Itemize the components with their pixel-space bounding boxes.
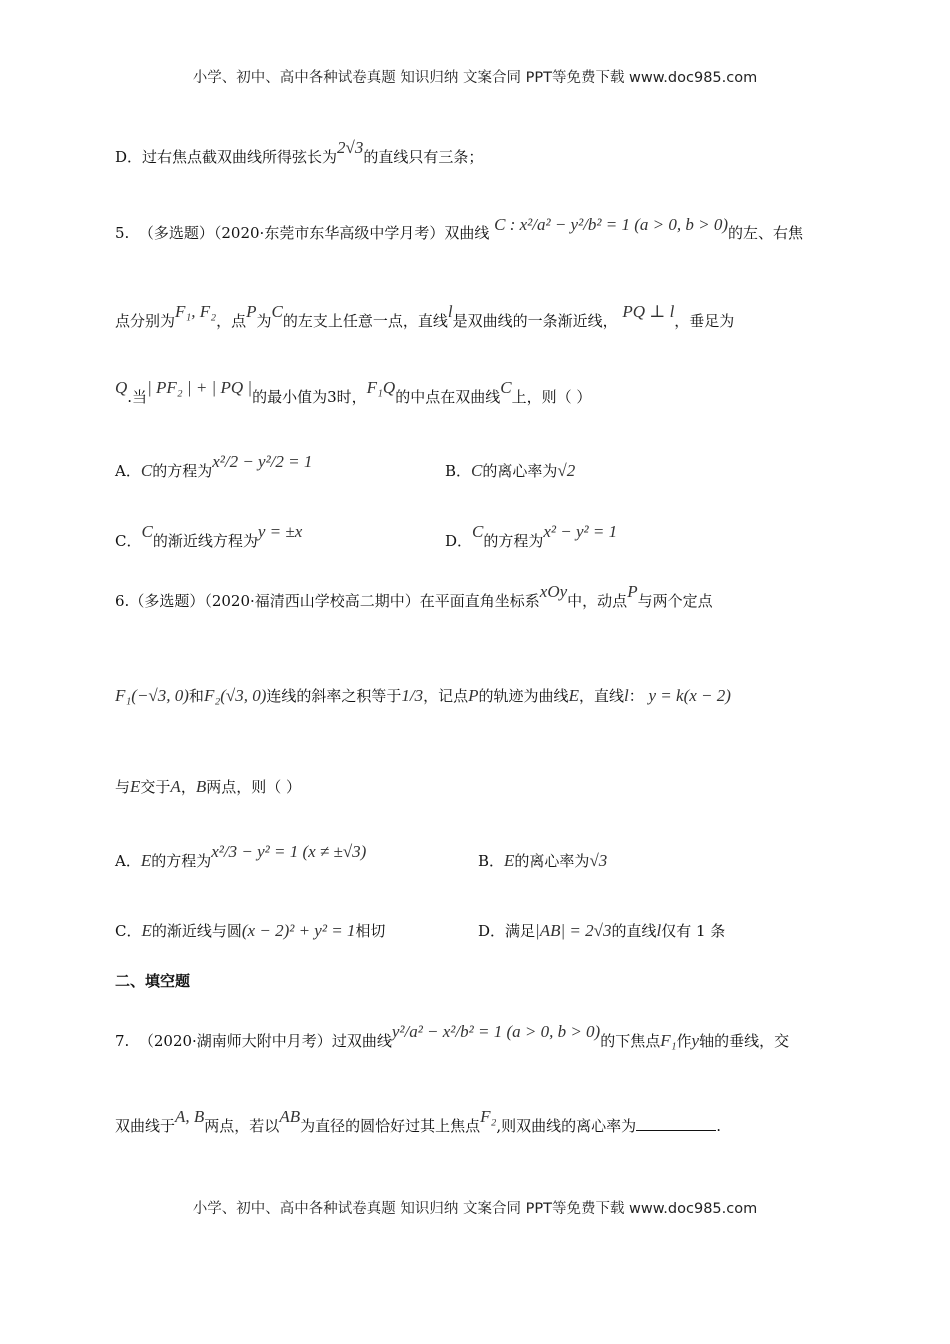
q5-option-d-c: C: [472, 522, 484, 541]
q6-point-p: P: [627, 582, 638, 601]
q7-segment: AB: [279, 1107, 301, 1126]
q5-option-b: [445, 460, 575, 481]
q6-option-a-text: 的方程为: [151, 852, 212, 870]
q6-option-d-end: 仅有 1 条: [661, 922, 726, 940]
q7-points: A, B: [175, 1107, 205, 1126]
q6-text-locus: 的轨迹为曲线: [478, 687, 569, 705]
q5-text-foci: 点分别为: [115, 312, 176, 330]
q6-option-d-label: D．满足: [478, 922, 536, 940]
q6-line2: [115, 685, 731, 707]
q6-option-a: [115, 842, 367, 871]
q5-option-c-label: C．: [115, 532, 142, 550]
q7-equation: y²/a² − x²/b² = 1 (a > 0, b > 0): [391, 1022, 601, 1041]
q5-text-mid: 的中点在双曲线: [395, 388, 501, 406]
q6-text-mark: ，记点: [423, 687, 469, 705]
q6-option-b: [478, 850, 607, 871]
q6-curve-e: E: [568, 686, 579, 705]
q6-curve-e-2: E: [130, 777, 141, 796]
q5-foci: F₁, F₂: [175, 302, 217, 321]
q6-point-a: A: [170, 777, 181, 796]
q7-intro-b: 的下焦点: [600, 1032, 661, 1050]
q6-option-d-l: l: [656, 921, 662, 940]
q7-answer-blank[interactable]: [636, 1116, 716, 1131]
q7-intro-c: 作: [676, 1032, 692, 1050]
q6-text-then: 两点，则（ ）: [206, 778, 301, 796]
q6-option-b-e: E: [504, 851, 515, 870]
q7-line1: [115, 1022, 790, 1052]
q5-expression: | PF₂ | + | PQ |: [147, 378, 253, 397]
q5-point-q: Q: [115, 378, 128, 397]
q7-number: 7.: [115, 1032, 130, 1050]
q5-text-asymptote: 是双曲线的一条渐近线，: [452, 312, 618, 330]
option-d-math: 2√3: [337, 138, 364, 157]
q5-text-then: 上，则（ ）: [511, 388, 592, 406]
q6-option-c-e: E: [141, 921, 152, 940]
q7-text-circle: 为直径的圆恰好过其上焦点: [300, 1117, 481, 1135]
q7-text-if: 两点，若以: [204, 1117, 280, 1135]
q5-option-d-math: x² − y² = 1: [543, 522, 618, 541]
q6-option-b-label: B．: [478, 852, 505, 870]
q6-text-slope: 连线的斜率之积等于: [266, 687, 402, 705]
q6-option-c-end: 相切: [355, 922, 386, 940]
q7-intro: 过双曲线: [331, 1032, 392, 1050]
q6-ratio: 1/3: [401, 686, 424, 705]
q5-option-a-label: A．: [115, 462, 141, 480]
q7-axis-y: y: [691, 1031, 700, 1050]
q5-text-branch: 的左支上任意一点，直线: [282, 312, 448, 330]
q5-option-b-text: 的离心率为: [482, 462, 558, 480]
q7-text-meet: 双曲线于: [115, 1117, 176, 1135]
q5-option-b-math: √2: [557, 461, 576, 480]
q6-option-a-label: A．: [115, 852, 141, 870]
q6-comma: ，: [180, 778, 196, 796]
q6-option-b-text: 的离心率为: [514, 852, 590, 870]
q6-text-meet: 交于: [140, 778, 171, 796]
q7-f1: F₁: [660, 1031, 677, 1050]
q7-f2: F₂: [480, 1107, 497, 1126]
q5-option-a-c: C: [140, 461, 153, 480]
q5-text-when: .当: [127, 388, 148, 406]
q5-number: 5.: [115, 224, 130, 242]
q5-option-b-label: B．: [445, 462, 472, 480]
footer-banner: 小学、初中、高中各种试卷真题 知识归纳 文案合同 PPT等免费下载 www.doc985.com: [192, 1201, 758, 1217]
q5-curve-c: C: [271, 302, 283, 321]
q5-intro: 双曲线: [444, 224, 490, 242]
q5-curve-c-2: C: [500, 378, 512, 397]
q6-source: （2020·福清西山学校高二期中）: [204, 592, 420, 610]
q5-text-foot: ，垂足为: [674, 312, 735, 330]
q6-line-l: l: [623, 686, 629, 705]
q5-line2: [115, 302, 735, 332]
q7-intro-d: 轴的垂线，交: [699, 1032, 790, 1050]
q6-text-with: 与: [115, 778, 131, 796]
q6-f2: F₂(√3, 0): [203, 686, 267, 705]
header-banner: 小学、初中、高中各种试卷真题 知识归纳 文案合同 PPT等免费下载 www.doc985.com: [192, 70, 758, 86]
q6-option-d-math: |AB| = 2√3: [535, 921, 612, 940]
q7-source: （2020·湖南师大附中月考）: [138, 1032, 332, 1050]
q5-option-c-math: y = ±x: [257, 522, 303, 541]
q6-text-line: ，直线: [578, 687, 624, 705]
q5-text-min: 的最小值为3时，: [252, 388, 367, 406]
q6-option-c-label: C．: [115, 922, 142, 940]
q5-option-a: [115, 452, 313, 481]
q6-point-p-2: P: [468, 686, 479, 705]
q6-option-c: [115, 920, 385, 941]
q5-option-d: [445, 522, 618, 551]
q5-option-c: [115, 522, 303, 551]
option-d-previous: [115, 138, 484, 168]
q6-option-c-math: (x − 2)² + y² = 1: [241, 921, 356, 940]
q6-and: 和: [188, 687, 204, 705]
q5-option-a-text: 的方程为: [152, 462, 213, 480]
q7-text-ecc: ,则双曲线的离心率为: [496, 1117, 637, 1135]
q5-segment: F₁Q: [366, 378, 396, 397]
q6-system: xOy: [539, 582, 568, 601]
q5-option-d-label: D．: [445, 532, 473, 550]
q6-number: 6.: [115, 592, 130, 610]
q5-equation: C : x²/a² − y²/b² = 1 (a > 0, b > 0): [494, 215, 729, 234]
q5-option-c-c: C: [141, 522, 153, 541]
q5-option-d-text: 的方程为: [483, 532, 544, 550]
q6-option-b-math: √3: [589, 851, 608, 870]
q5-option-a-math: x²/2 − y²/2 = 1: [212, 452, 313, 471]
q5-tag: （多选题）: [138, 224, 214, 242]
section-title: 二、填空题: [115, 972, 191, 990]
q6-option-d-text: 的直线: [611, 922, 657, 940]
q6-line3: [115, 776, 301, 798]
q6-intro-b: 中，动点: [567, 592, 628, 610]
q5-source: （2020·东莞市东华高级中学月考）: [213, 224, 445, 242]
q6-option-d: [478, 920, 725, 941]
q5-perp: PQ ⊥ l: [622, 302, 675, 321]
q5-line3: [115, 378, 592, 408]
q6-colon: ：: [628, 687, 644, 705]
q6-f1: F₁(−√3, 0): [115, 686, 189, 705]
q6-line1: [115, 582, 713, 612]
q6-option-a-e: E: [140, 851, 152, 870]
q7-line2: [115, 1107, 721, 1137]
q5-line-l: l: [447, 302, 453, 321]
q7-period: .: [716, 1117, 721, 1135]
q6-point-b: B: [195, 777, 207, 796]
q5-text-point: ，点: [216, 312, 247, 330]
q5-point-p: P: [246, 302, 257, 321]
q6-intro: 在平面直角坐标系: [419, 592, 540, 610]
q5-option-c-text: 的渐近线方程为: [152, 532, 258, 550]
q6-tag: （多选题）: [129, 592, 205, 610]
q5-intro-end: 的左、右焦: [728, 224, 804, 242]
q6-option-a-math: x²/3 − y² = 1 (x ≠ ±√3): [211, 842, 367, 861]
option-d-prefix: D．过右焦点截双曲线所得弦长为: [115, 148, 338, 166]
q5-text-on: 为: [256, 312, 272, 330]
q6-option-c-text: 的渐近线与圆: [151, 922, 242, 940]
q6-intro-c: 与两个定点: [637, 592, 713, 610]
option-d-suffix: 的直线只有三条；: [363, 148, 484, 166]
q5-option-b-c: C: [471, 461, 483, 480]
q6-line-eq: y = k(x − 2): [648, 686, 731, 705]
q5-line1: [115, 215, 804, 244]
